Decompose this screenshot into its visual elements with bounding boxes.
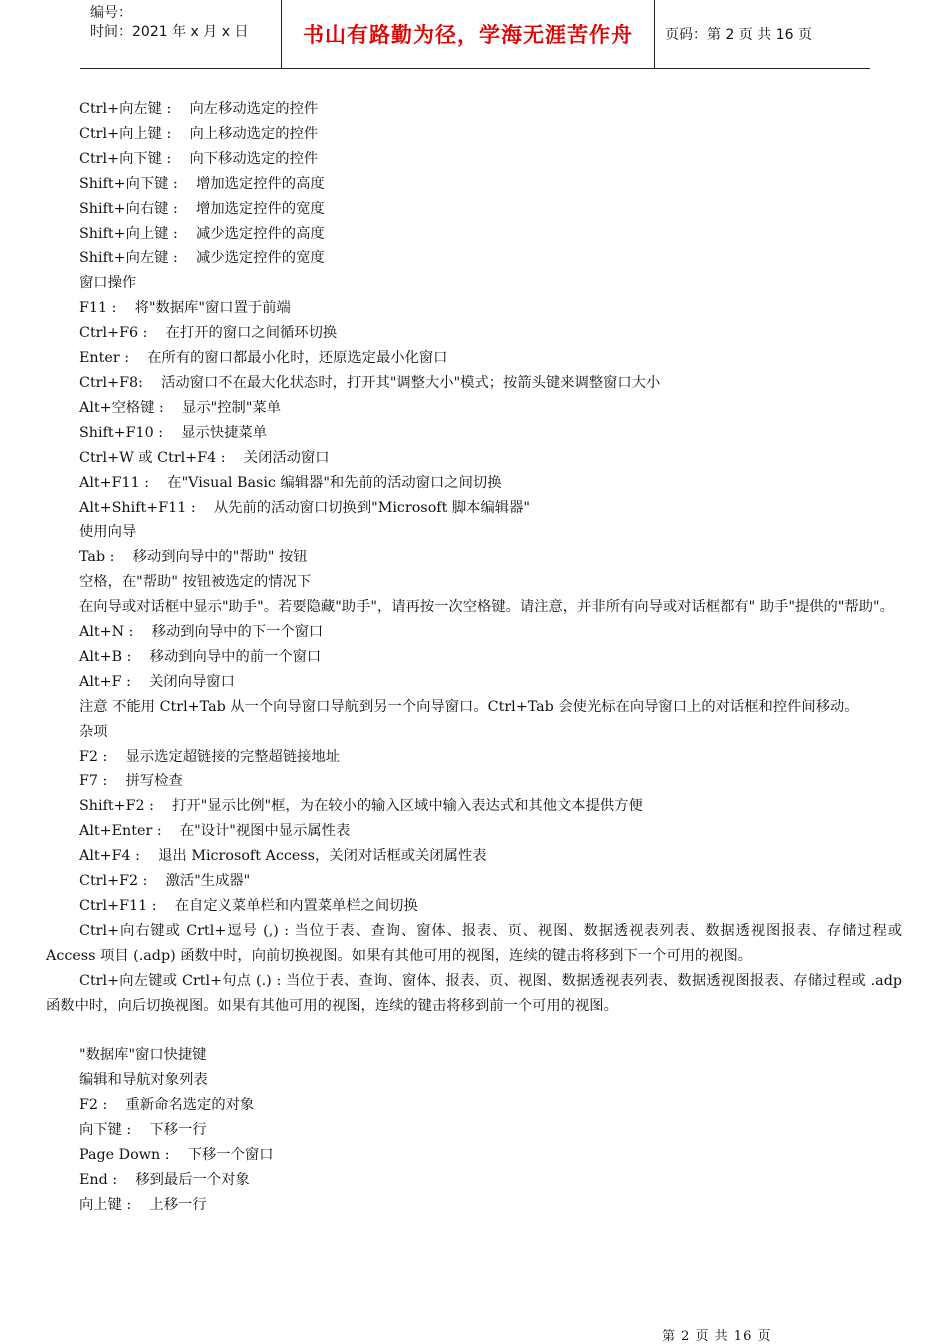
body-line: 杂项 <box>79 723 108 740</box>
body-line: 编辑和导航对象列表 <box>79 1072 208 1089</box>
body-line: Alt+Shift+F11 : 从先前的活动窗口切换到"Microsoft 脚本编辑器" <box>79 499 530 516</box>
body-line: 向下键 : 下移一行 <box>79 1122 207 1139</box>
body-line: Page Down : 下移一个窗口 <box>79 1147 274 1164</box>
body-paragraph: 在向导或对话框中显示"助手"。若要隐藏"助手"，请再按一次空格键。请注意，并非所有向导或对话框都有" 助手"提供的"帮助"。 <box>79 599 894 616</box>
body-line <box>46 1019 902 1044</box>
body-line: F11 : 将"数据库"窗口置于前端 <box>79 300 291 317</box>
body-line: Tab : 移动到向导中的"帮助" 按钮 <box>79 549 308 566</box>
body-line: Alt+N : 移动到向导中的下一个窗口 <box>79 624 324 641</box>
body-line: Shift+向上键 : 减少选定控件的高度 <box>79 225 325 242</box>
body-line: Shift+向右键 : 增加选定控件的宽度 <box>79 200 325 217</box>
body-line: F7 : 拼写检查 <box>79 773 183 790</box>
body-line: Enter : 在所有的窗口都最小化时，还原选定最小化窗口 <box>79 350 448 367</box>
body-line: Alt+F11 : 在"Visual Basic 编辑器"和先前的活动窗口之间切换 <box>79 474 502 491</box>
body-line: "数据库"窗口快捷键 <box>79 1047 207 1064</box>
document-time: 时间：2021 年 x 月 x 日 <box>90 24 249 40</box>
body-line: Shift+向下键 : 增加选定控件的高度 <box>79 175 325 192</box>
header-motto: 书山有路勤为径，学海无涯苦作舟 <box>281 0 655 68</box>
body-line: 向上键 : 上移一行 <box>79 1196 207 1213</box>
body-line: Shift+F10 : 显示快捷菜单 <box>79 424 268 441</box>
body-paragraph: 注意 不能用 Ctrl+Tab 从一个向导窗口导航到另一个向导窗口。Ctrl+Tab 会使光标在向导窗口上的对话框和控件间移动。 <box>79 698 859 715</box>
header-meta <box>80 0 281 68</box>
body-line: End : 移到最后一个对象 <box>79 1171 250 1188</box>
body-paragraph: Ctrl+向左键或 Crtl+句点 (.) : 当位于表、查询、窗体、报表、页、视图、数据透视表列表、数据透视图报表、存储过程或 .adp 函数中时，向后切换视图。如果有其他可用的视图，连续的键击将移到前一个可用的视图。 <box>46 972 902 1014</box>
header-page-info: 页码：第 2 页 共 16 页 <box>665 27 812 43</box>
body-line: Ctrl+F8: 活动窗口不在最大化状态时，打开其"调整大小"模式；按箭头键来调整窗口大小 <box>79 374 661 391</box>
body-line: 空格，在"帮助" 按钮被选定的情况下 <box>79 574 312 591</box>
body-line: Alt+空格键 : 显示"控制"菜单 <box>79 399 281 416</box>
body-line: Ctrl+向左键 : 向左移动选定的控件 <box>79 101 319 117</box>
body-line: Ctrl+向上键 : 向上移动选定的控件 <box>79 125 319 142</box>
document-body <box>46 97 902 1218</box>
body-line: Ctrl+F2 : 激活"生成器" <box>79 873 251 890</box>
body-line: Alt+B : 移动到向导中的前一个窗口 <box>79 648 322 665</box>
page-header <box>80 0 870 69</box>
page-footer: 第 2 页 共 16 页 <box>662 1329 772 1344</box>
body-line: Ctrl+F6 : 在打开的窗口之间循环切换 <box>79 325 338 342</box>
body-line: 窗口操作 <box>79 275 137 292</box>
body-line: Alt+F : 关闭向导窗口 <box>79 673 235 690</box>
body-paragraph: Ctrl+向右键或 Crtl+逗号 (,) : 当位于表、查询、窗体、报表、页、视图、数据透视表列表、数据透视图报表、存储过程或 Access 项目 (.adp) 函数中时，向前切换视图。如果有其他可用的视图，连续的键击将移到下一个可用的视图。 <box>46 922 902 964</box>
body-line: Ctrl+F11 : 在自定义菜单栏和内置菜单栏之间切换 <box>79 898 418 914</box>
body-line: F2 : 重新命名选定的对象 <box>79 1097 255 1114</box>
body-line: F2 : 显示选定超链接的完整超链接地址 <box>79 748 341 765</box>
body-line: Shift+向左键 : 减少选定控件的宽度 <box>79 250 325 267</box>
body-line: 使用向导 <box>79 524 137 541</box>
body-line: Shift+F2 : 打开"显示比例"框，为在较小的输入区域中输入表达式和其他文本提供方便 <box>79 798 643 815</box>
body-line: Ctrl+向下键 : 向下移动选定的控件 <box>79 150 319 167</box>
body-line: Alt+F4 : 退出 Microsoft Access，关闭对话框或关闭属性表 <box>79 848 487 865</box>
body-line: Ctrl+W 或 Ctrl+F4 : 关闭活动窗口 <box>79 449 330 466</box>
document-number: 编号： <box>90 5 132 21</box>
body-line: Alt+Enter : 在"设计"视图中显示属性表 <box>79 823 351 840</box>
